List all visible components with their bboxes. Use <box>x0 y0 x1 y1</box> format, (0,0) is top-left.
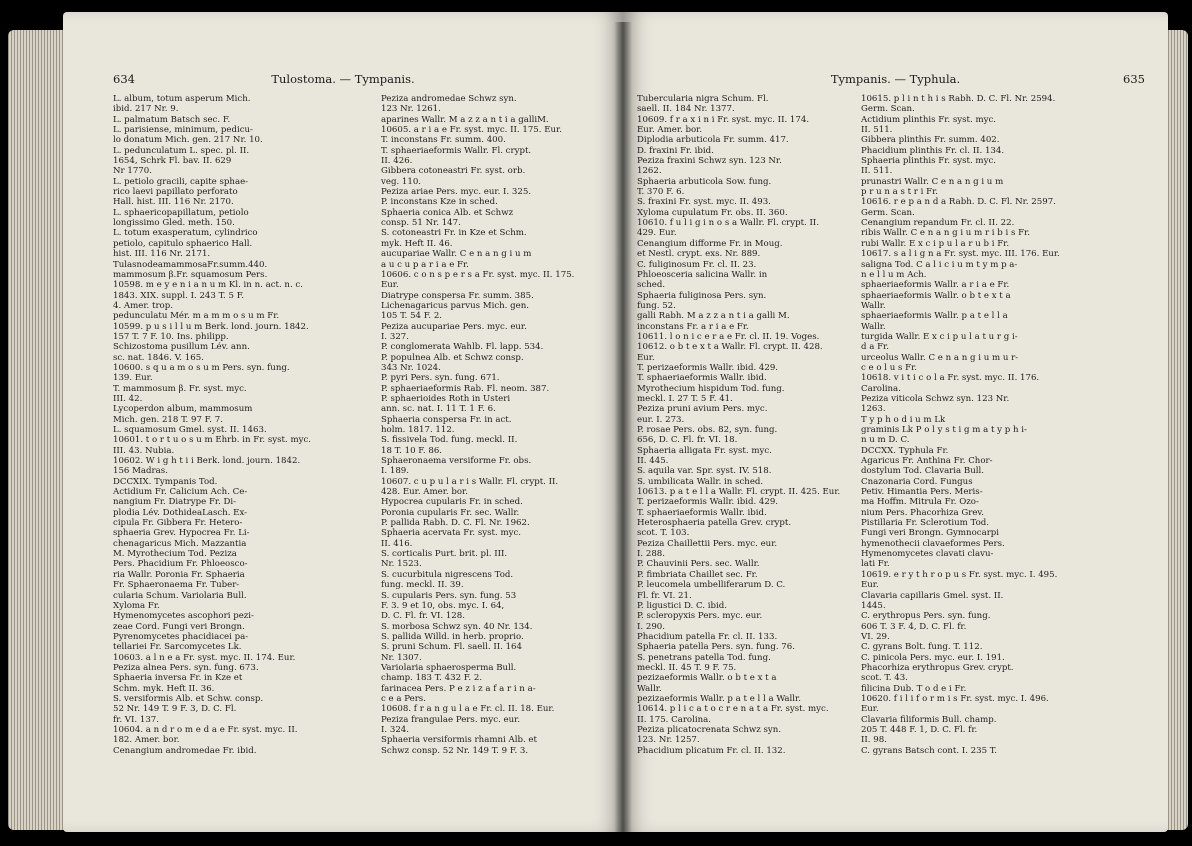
text-line: Fl. fr. VI. 21. <box>637 590 692 601</box>
text-line: L. totum exasperatum, cylindrico <box>113 228 258 239</box>
text-line: S. penetrans patella Tod. fung. <box>637 652 771 663</box>
text-line: 10600. s q u a m o s u m Pers. syn. fung. <box>113 362 290 373</box>
text-line: II. 175. Carolina. <box>637 714 711 725</box>
text-line: 1262. <box>637 166 662 177</box>
text-line: Lichenagaricus parvus Mich. gen. <box>381 300 529 311</box>
text-line: pedunculatu Mér. m a m m o s u m Fr. <box>113 311 280 322</box>
text-line: L. palmatum Batsch sec. F. <box>113 114 231 125</box>
text-line: rico laevi papillato perforato <box>113 187 238 198</box>
text-line: III. 43. Nubia. <box>113 445 175 456</box>
text-line: Variolaria sphaerosperma Bull. <box>381 662 517 673</box>
text-line: holm. 1817. 112. <box>381 425 455 435</box>
text-line: Eur. <box>637 352 655 363</box>
text-line: dostylum Tod. Clavaria Bull. <box>861 466 984 477</box>
text-line: cularia Schum. Variolaria Bull. <box>113 590 247 601</box>
right-column-1 <box>637 94 859 756</box>
text-line: 656, D. C. Fl. fr. VI. 18. <box>637 435 738 446</box>
text-line: Xyloma Fr. <box>113 600 160 611</box>
text-line: Wallr. <box>637 683 662 694</box>
text-line: Peziza fraxini Schwz syn. 123 Nr. <box>637 156 782 167</box>
text-line: 10609. f r a x i n i Fr. syst. myc. II. 174. <box>637 114 810 125</box>
text-line: 139. Eur. <box>113 373 153 384</box>
text-line: 10612. o b t e x t a Wallr. Fl. crypt. II. 428. <box>637 342 823 353</box>
text-line: petiolo, capitulo sphaerico Hall. <box>113 238 253 249</box>
text-line: Peziza Chaillettii Pers. myc. eur. <box>637 538 778 549</box>
text-line: S. cupularis Pers. syn. fung. 53 <box>381 590 517 601</box>
text-line: sphaeriaeformis Wallr. a r i a e Fr. <box>861 280 1010 291</box>
text-line: meckl. II. 45 T. 9 F. 75. <box>637 662 737 673</box>
text-line: 1263. <box>861 404 886 415</box>
text-line: Nr 1770. <box>113 166 152 177</box>
text-line: 156 Madras. <box>113 466 168 477</box>
text-line: inconstans Fr. a r i a e Fr. <box>637 321 749 332</box>
text-line: 10620. f i l i f o r m i s Fr. syst. myc. I. 496. <box>861 693 1049 704</box>
text-line: P. pyri Pers. syn. fung. 671. <box>381 373 500 384</box>
book-spread <box>8 12 1186 838</box>
text-line: ibid. 217 Nr. 9. <box>113 104 179 115</box>
text-line: Pistillaria Fr. Sclerotium Tod. <box>861 518 989 529</box>
text-line: C. pinicola Pers. myc. eur. I. 191. <box>861 652 1005 663</box>
text-line: T. sphaeriaeformis Wallr. Fl. crypt. <box>381 145 532 156</box>
text-line: S. pallida Willd. in herb. proprio. <box>381 631 524 642</box>
text-line: fr. VI. 137. <box>113 714 160 725</box>
right-page-edges <box>1166 30 1188 830</box>
text-line: II. 426. <box>381 156 413 167</box>
text-line: Hypocrea cupularis Fr. in sched. <box>381 497 523 508</box>
text-line: P. populnea Alb. et Schwz consp. <box>381 352 524 363</box>
text-line: p r u n a s t r i Fr. <box>861 187 938 198</box>
text-line: Eur. <box>861 580 879 591</box>
text-line: T. sphaeriaeformis Wallr. ibid. <box>637 373 767 384</box>
text-line: T. sphaeriaeformis Wallr. ibid. <box>637 507 767 518</box>
text-line: II. 445. <box>637 456 669 467</box>
text-line: III. 42. <box>113 393 143 404</box>
text-line: T. 370 F. 6. <box>637 187 685 198</box>
text-line: pezizaeformis Wallr. p a t e l l a Wallr. <box>637 693 801 704</box>
text-line: cipula Fr. Gibbera Fr. Hetero- <box>113 518 243 529</box>
text-line: farinacea Pers. P e z i z a f a r i n a- <box>381 683 536 694</box>
text-line: P. pallida Rabh. D. C. Fl. Nr. 1962. <box>381 518 530 529</box>
text-line: Gibbera cotoneastri Fr. syst. orb. <box>381 166 526 177</box>
text-line: L. album, totum asperum Mich. <box>113 94 251 104</box>
text-line: d a Fr. <box>861 342 889 353</box>
text-line: aparines Wallr. M a z z a n t i a galliM. <box>381 114 549 125</box>
text-line: Cenangium andromedae Fr. ibid. <box>113 745 257 756</box>
text-line: sched. <box>637 280 666 291</box>
text-line: Clavaria filiformis Bull. champ. <box>861 714 997 725</box>
left-page-number: 634 <box>113 72 135 86</box>
text-line: I. 290. <box>637 621 665 632</box>
text-line: Actidium Fr. Calicium Ach. Ce- <box>113 487 248 498</box>
text-line: urceolus Wallr. C e n a n g i u m u r- <box>861 352 1019 363</box>
text-line: 10598. m e y e n i a n u m Kl. in n. act. n. c. <box>113 280 303 291</box>
text-line: Sphaeria arbuticola Sow. fung. <box>637 176 772 187</box>
text-line: L. pedunculatum L. spec. pl. II. <box>113 145 250 156</box>
text-line: S. cotoneastri Fr. in Kze et Schm. <box>381 228 527 239</box>
text-line: L. petiolo gracili, capite sphae- <box>113 176 249 187</box>
text-line: 10615. p l i n t h i s Rabh. D. C. Fl. Nr. 2594. <box>861 94 1056 104</box>
text-line: Pers. Phacidium Fr. Phloeosco- <box>113 559 248 570</box>
text-line: Sphaeria conspersa Fr. in act. <box>381 414 512 425</box>
text-line: 10610. f u l i g i n o s a Wallr. Fl. crypt. II. <box>637 218 820 229</box>
text-line: L. squamosum Gmel. syst. II. 1463. <box>113 425 267 435</box>
text-line: a u c u p a r i a e Fr. <box>381 259 469 270</box>
right-page <box>623 12 1168 832</box>
text-line: Eur. Amer. bor. <box>637 125 703 136</box>
text-line: Peziza frangulae Pers. myc. eur. <box>381 714 521 725</box>
text-line: TulasnodeamammosaFr.summ.440. <box>113 259 268 270</box>
text-line: Diatrype conspersa Fr. summ. 385. <box>381 290 534 301</box>
text-line: et Nestl. crypt. exs. Nr. 889. <box>637 249 761 260</box>
text-line: Cnazonaria Cord. Fungus <box>861 476 973 487</box>
text-line: Hymenomycetes ascophori pezi- <box>113 611 254 622</box>
text-line: P. scleropyxis Pers. myc. eur. <box>637 611 763 622</box>
text-line: DCCXIX. Tympanis Tod. <box>113 476 218 487</box>
text-line: I. 288. <box>637 549 665 560</box>
text-line: saligna Tod. C a l i c i u m t y m p a- <box>861 259 1018 270</box>
text-line: nium Pers. Phacorhiza Grev. <box>861 507 984 518</box>
text-line: 10607. c u p u l a r i s Wallr. Fl. crypt. II. <box>381 476 559 487</box>
text-line: P. ligustici D. C. ibid. <box>637 600 727 611</box>
text-line: Sphaeria plinthis Fr. syst. myc. <box>861 156 996 167</box>
text-line: 10601. t o r t u o s u m Ehrb. in Fr. syst. myc. <box>113 435 312 446</box>
text-line: S. fissivela Tod. fung. meckl. II. <box>381 435 518 446</box>
text-line: Lycoperdon album, mammosum <box>113 404 253 415</box>
text-line: D. fraxini Fr. ibid. <box>637 145 714 156</box>
text-line: ribis Wallr. C e n a n g i u m r i b i s Fr. <box>861 228 1030 239</box>
text-line: Schizostoma pusillum Lév. ann. <box>113 342 250 353</box>
text-line: n u m D. C. <box>861 435 910 446</box>
text-line: longissimo Gled. meth. 150. <box>113 218 235 229</box>
text-line: 10618. v i t i c o l a Fr. syst. myc. II. 176. <box>861 373 1040 384</box>
text-line: pezizaeformis Wallr. o b t e x t a <box>637 673 777 684</box>
text-line: 10608. f r a n g u l a e Fr. cl. II. 18. Eur. <box>381 704 555 715</box>
text-line: Sphaeria inversa Fr. in Kze et <box>113 673 243 684</box>
text-line: sphaeriaeformis Wallr. p a t e l l a <box>861 311 1008 322</box>
text-line: 1654, Schrk Fl. bav. II. 629 <box>113 156 232 167</box>
text-line: Heterosphaeria patella Grev. crypt. <box>637 518 792 529</box>
text-line: Clavaria capillaris Gmel. syst. II. <box>861 590 1004 601</box>
text-line: Petiv. Himantia Pers. Meris- <box>861 487 983 498</box>
text-line: Sphaeria patella Pers. syn. fung. 76. <box>637 642 795 653</box>
text-line: ma Hoffm. Mitrula Fr. Ozo- <box>861 497 979 508</box>
text-line: M. Myrothecium Tod. Peziza <box>113 549 237 560</box>
text-line: 1445. <box>861 600 886 611</box>
text-line: Phacidium plinthis Fr. cl. II. 134. <box>861 145 1005 156</box>
text-line: VI. 29. <box>861 631 890 642</box>
text-line: aucupariae Wallr. C e n a n g i u m <box>381 249 532 260</box>
text-line: plodia Lév. DothideaLasch. Ex- <box>113 507 248 518</box>
text-line: Fr. Sphaeronaema Fr. Tuber- <box>113 580 240 591</box>
text-line: P. Chauvinii Pers. sec. Wallr. <box>637 559 760 570</box>
text-line: champ. 183 T. 432 F. 2. <box>381 673 483 684</box>
text-line: chenagaricus Mich. Mazzantia <box>113 538 247 549</box>
right-running-title: Tympanis. — Typhula. <box>830 72 961 86</box>
text-line: 157 T. 7 F. 10. Ins. philipp. <box>113 331 229 342</box>
text-line: fung. 52. <box>637 300 676 311</box>
text-line: scot. T. 43. <box>861 673 908 684</box>
text-line: 10602. W i g h t i i Berk. lond. journ. 1842. <box>113 456 301 467</box>
text-line: T. perizaeformis Wallr. ibid. 429. <box>637 362 779 373</box>
text-line: 10603. a l n e a Fr. syst. myc. II. 174. Eur. <box>113 652 296 663</box>
text-line: Peziza alnea Pers. syn. fung. 673. <box>113 662 259 673</box>
text-line: galli Rabh. M a z z a n t i a galli M. <box>637 311 790 322</box>
text-line: Schm. myk. Heft II. 36. <box>113 683 215 694</box>
text-line: I. 189. <box>381 466 409 477</box>
text-line: D. C. Fl. fr. VI. 128. <box>381 611 465 622</box>
text-line: S. fraxini Fr. syst. myc. II. 493. <box>637 197 771 208</box>
text-line: P. rosae Pers. obs. 82, syn. fung. <box>637 425 778 435</box>
text-line: n e l l u m Ach. <box>861 269 927 280</box>
text-line: Phacidium plicatum Fr. cl. II. 132. <box>637 745 786 756</box>
text-line: S. morbosa Schwz syn. 40 Nr. 134. <box>381 621 533 632</box>
text-line: 182. Amer. bor. <box>113 735 180 746</box>
text-line: Myrothecium hispidum Tod. fung. <box>637 383 785 394</box>
text-line: S. cucurbitula nigrescens Tod. <box>381 569 514 580</box>
text-line: myk. Heft II. 46. <box>381 238 453 249</box>
text-line: Tubercularia nigra Schum. Fl. <box>637 94 769 104</box>
text-line: 428. Eur. Amer. bor. <box>381 487 468 498</box>
text-line: Agaricus Fr. Anthina Fr. Chor- <box>861 456 993 467</box>
text-line: Phloeosceria salicina Wallr. in <box>637 269 768 280</box>
text-line: 10611. l o n i c e r a e Fr. cl. II. 19. Voges. <box>637 331 820 342</box>
text-line: Sphaeria acervata Fr. syst. myc. <box>381 528 521 539</box>
text-line: Peziza viticola Schwz syn. 123 Nr. <box>861 393 1010 404</box>
text-line: C. gyrans Batsch cont. I. 235 T. <box>861 745 998 756</box>
text-line: Sphaeronaema versiforme Fr. obs. <box>381 456 532 467</box>
text-line: Sphaeria versiformis rhamni Alb. et <box>381 735 537 746</box>
text-line: Mich. gen. 218 T. 97 F. 7. <box>113 414 223 425</box>
text-line: T. mammosum β. Fr. syst. myc. <box>113 383 247 394</box>
text-line: F. 3. 9 et 10, obs. myc. I. 64, <box>381 600 505 611</box>
right-page-number: 635 <box>1123 72 1145 86</box>
text-line: Peziza pruni avium Pers. myc. <box>637 404 768 415</box>
text-line: nangium Fr. Diatrype Fr. Di- <box>113 497 237 508</box>
text-line: 606 T. 3 F. 4, D. C. Fl. fr. <box>861 621 967 632</box>
text-line: Actidium plinthis Fr. syst. myc. <box>861 114 997 125</box>
text-line: saell. II. 184 Nr. 1377. <box>637 104 735 115</box>
text-line: tellariei Fr. Sarcomycetes Lk. <box>113 642 242 653</box>
text-line: DCCXX. Typhula Fr. <box>861 445 949 456</box>
text-line: Hymenomycetes clavati clavu- <box>861 549 994 560</box>
text-line: P. leucomela umbelliferarum D. C. <box>637 580 786 591</box>
text-line: Sphaeria alligata Fr. syst. myc. <box>637 445 772 456</box>
text-line: T. perizaeformis Wallr. ibid. 429. <box>637 497 779 508</box>
text-line: 1843. XIX. suppl. I. 243 T. 5 F. <box>113 290 245 301</box>
text-line: mammosum β.Fr. squamosum Pers. <box>113 269 268 280</box>
text-line: I. 324. <box>381 724 409 735</box>
left-page <box>63 12 623 832</box>
text-line: Germ. Scan. <box>861 207 915 218</box>
text-line: II. 416. <box>381 538 413 549</box>
text-line: Pyrenomycetes phacidiacei pa- <box>113 631 249 642</box>
text-line: 343 Nr. 1024. <box>381 362 441 373</box>
text-line: sphaeriaeformis Wallr. o b t e x t a <box>861 290 1011 301</box>
text-line: 10617. s a l i g n a Fr. syst. myc. III. 176. Eur. <box>861 249 1060 260</box>
text-line: Diplodia arbuticola Fr. summ. 417. <box>637 135 789 146</box>
text-line: zeae Cord. Fungi veri Brongn. <box>113 621 245 632</box>
text-line: eur. I. 273. <box>637 414 685 425</box>
text-line: II. 511. <box>861 125 893 136</box>
text-line: C. gyrans Bolt. fung. T. 112. <box>861 642 983 653</box>
text-line: Cenangium difforme Fr. in Moug. <box>637 238 783 249</box>
text-line: 105 T. 54 F. 2. <box>381 311 443 322</box>
left-column-2 <box>381 94 623 756</box>
text-line: 429. Eur. <box>637 228 677 239</box>
text-line: ria Wallr. Poronia Fr. Sphaeria <box>113 569 245 580</box>
text-line: Carolina. <box>861 383 901 394</box>
text-line: S. corticalis Purt. brit. pl. III. <box>381 549 508 560</box>
text-line: 10604. a n d r o m e d a e Fr. syst. myc. II. <box>113 724 298 735</box>
text-line: scot. T. 103. <box>637 528 690 539</box>
text-line: hymenothecii clavaeformes Pers. <box>861 538 1005 549</box>
text-line: L. parisiense, minimum, pedicu- <box>113 125 253 136</box>
text-line: Nr. 1307. <box>381 652 422 663</box>
text-line: Nr. 1523. <box>381 559 422 570</box>
text-line: T. inconstans Fr. summ. 400. <box>381 135 506 146</box>
text-line: Phacorhiza erythropus Grev. crypt. <box>861 662 1014 673</box>
text-line: Xyloma cupulatum Fr. obs. II. 360. <box>637 207 788 218</box>
text-line: II. 511. <box>861 166 893 177</box>
text-line: P. conglomerata Wahlb. Fl. lapp. 534. <box>381 342 544 353</box>
text-line: Phacidium patella Fr. cl. II. 133. <box>637 631 778 642</box>
text-line: graminis Lk P o l y s t i g m a t y p h i- <box>861 425 1027 435</box>
text-line: C. erythropus Pers. syn. fung. <box>861 611 991 622</box>
text-line: P. fimbriata Chaillet sec. Fr. <box>637 569 758 580</box>
text-line: Cenangium repandum Fr. cl. II. 22. <box>861 218 1015 229</box>
text-line: L. sphaericopapillatum, petiolo <box>113 207 249 218</box>
text-line: lati Fr. <box>861 559 890 570</box>
text-line: Sphaeria fuliginosa Pers. syn. <box>637 290 767 301</box>
text-line: Wallr. <box>861 300 886 311</box>
text-line: consp. 51 Nr. 147. <box>381 218 461 229</box>
left-running-title: Tulostoma. — Tympanis. <box>271 72 415 86</box>
text-line: Eur. <box>861 704 879 715</box>
book-gutter <box>614 22 632 837</box>
text-line: veg. 110. <box>381 176 422 187</box>
text-line: meckl. I. 27 T. 5 F. 41. <box>637 393 733 404</box>
text-line: hist. III. 116 Nr. 2171. <box>113 249 211 260</box>
text-line: rubi Wallr. E x c i p u l a r u b i Fr. <box>861 238 1010 249</box>
text-line: P. inconstans Kze in sched. <box>381 197 498 208</box>
text-line: Gibbera plinthis Fr. summ. 402. <box>861 135 1000 146</box>
text-line: 123 Nr. 1261. <box>381 104 441 115</box>
text-line: S. pruni Schum. Fl. saell. II. 164 <box>381 642 522 653</box>
text-line: Peziza andromedae Schwz syn. <box>381 94 517 104</box>
text-line: Peziza plicatocrenata Schwz syn. <box>637 724 782 735</box>
text-line: 4. Amer. trop. <box>113 300 173 311</box>
text-line: filicina Dub. T o d e i Fr. <box>861 683 967 694</box>
text-line: 18 T. 10 F. 86. <box>381 445 443 456</box>
right-column-2 <box>861 94 1111 756</box>
text-line: Sphaeria conica Alb. et Schwz <box>381 207 514 218</box>
text-line: 10606. c o n s p e r s a Fr. syst. myc. II. 175. <box>381 269 575 280</box>
text-line: Peziza ariae Pers. myc. eur. I. 325. <box>381 187 532 198</box>
text-line: T y p h o d i u m Lk <box>861 414 946 425</box>
text-line: lo donatum Mich. gen. 217 Nr. 10. <box>113 135 263 146</box>
text-line: Peziza aucupariae Pers. myc. eur. <box>381 321 527 332</box>
text-line: Eur. <box>381 280 399 291</box>
text-line: turgida Wallr. E x c i p u l a t u r g i- <box>861 331 1018 342</box>
text-line: 10605. a r i a e Fr. syst. myc. II. 175. Eur. <box>381 125 562 136</box>
text-line: ann. sc. nat. I. 11 T. 1 F. 6. <box>381 404 496 415</box>
text-line: sphaeria Grev. Hypocrea Fr. Li- <box>113 528 250 539</box>
text-line: Hall. hist. III. 116 Nr. 2170. <box>113 197 234 208</box>
text-line: 205 T. 448 F. 1, D. C. Fl. fr. <box>861 724 978 735</box>
text-line: C. fuliginosum Fr. cl. II. 23. <box>637 259 757 270</box>
left-page-edges <box>8 30 66 830</box>
text-line: c e a Pers. <box>381 693 426 704</box>
text-line: 123. Nr. 1257. <box>637 735 700 746</box>
text-line: Poronia cupularis Fr. sec. Wallr. <box>381 507 520 518</box>
text-line: S. versiformis Alb. et Schw. consp. <box>113 693 264 704</box>
text-line: fung. meckl. II. 39. <box>381 580 464 591</box>
text-line: 10599. p u s i l l u m Berk. lond. journ. 1842. <box>113 321 309 332</box>
left-column-1 <box>113 94 363 756</box>
text-line: 10613. p a t e l l a Wallr. Fl. crypt. II. 425. Eur. <box>637 487 841 498</box>
text-line: S. aquila var. Spr. syst. IV. 518. <box>637 466 772 477</box>
text-line: P. sphaerioides Roth in Usteri <box>381 393 511 404</box>
text-line: 10619. e r y t h r o p u s Fr. syst. myc. I. 495. <box>861 569 1058 580</box>
text-line: S. umbilicata Wallr. in sched. <box>637 476 764 487</box>
text-line: P. sphaeriaeformis Rab. Fl. neom. 387. <box>381 383 550 394</box>
text-line: c e o l u s Fr. <box>861 362 918 373</box>
text-line: Schwz consp. 52 Nr. 149 T. 9 F. 3. <box>381 745 529 756</box>
text-line: 10614. p l i c a t o c r e n a t a Fr. syst. myc. <box>637 704 829 715</box>
text-line: Fungi veri Brongn. Gymnocarpi <box>861 528 1000 539</box>
text-line: II. 98. <box>861 735 887 746</box>
text-line: Wallr. <box>861 321 886 332</box>
text-line: I. 327. <box>381 331 409 342</box>
text-line: Germ. Scan. <box>861 104 915 115</box>
text-line: sc. nat. 1846. V. 165. <box>113 352 204 363</box>
text-line: 52 Nr. 149 T. 9 F. 3, D. C. Fl. <box>113 704 237 715</box>
text-line: prunastri Wallr. C e n a n g i u m <box>861 176 1004 187</box>
text-line: 10616. r e p a n d a Rabh. D. C. Fl. Nr. 2597. <box>861 197 1056 208</box>
